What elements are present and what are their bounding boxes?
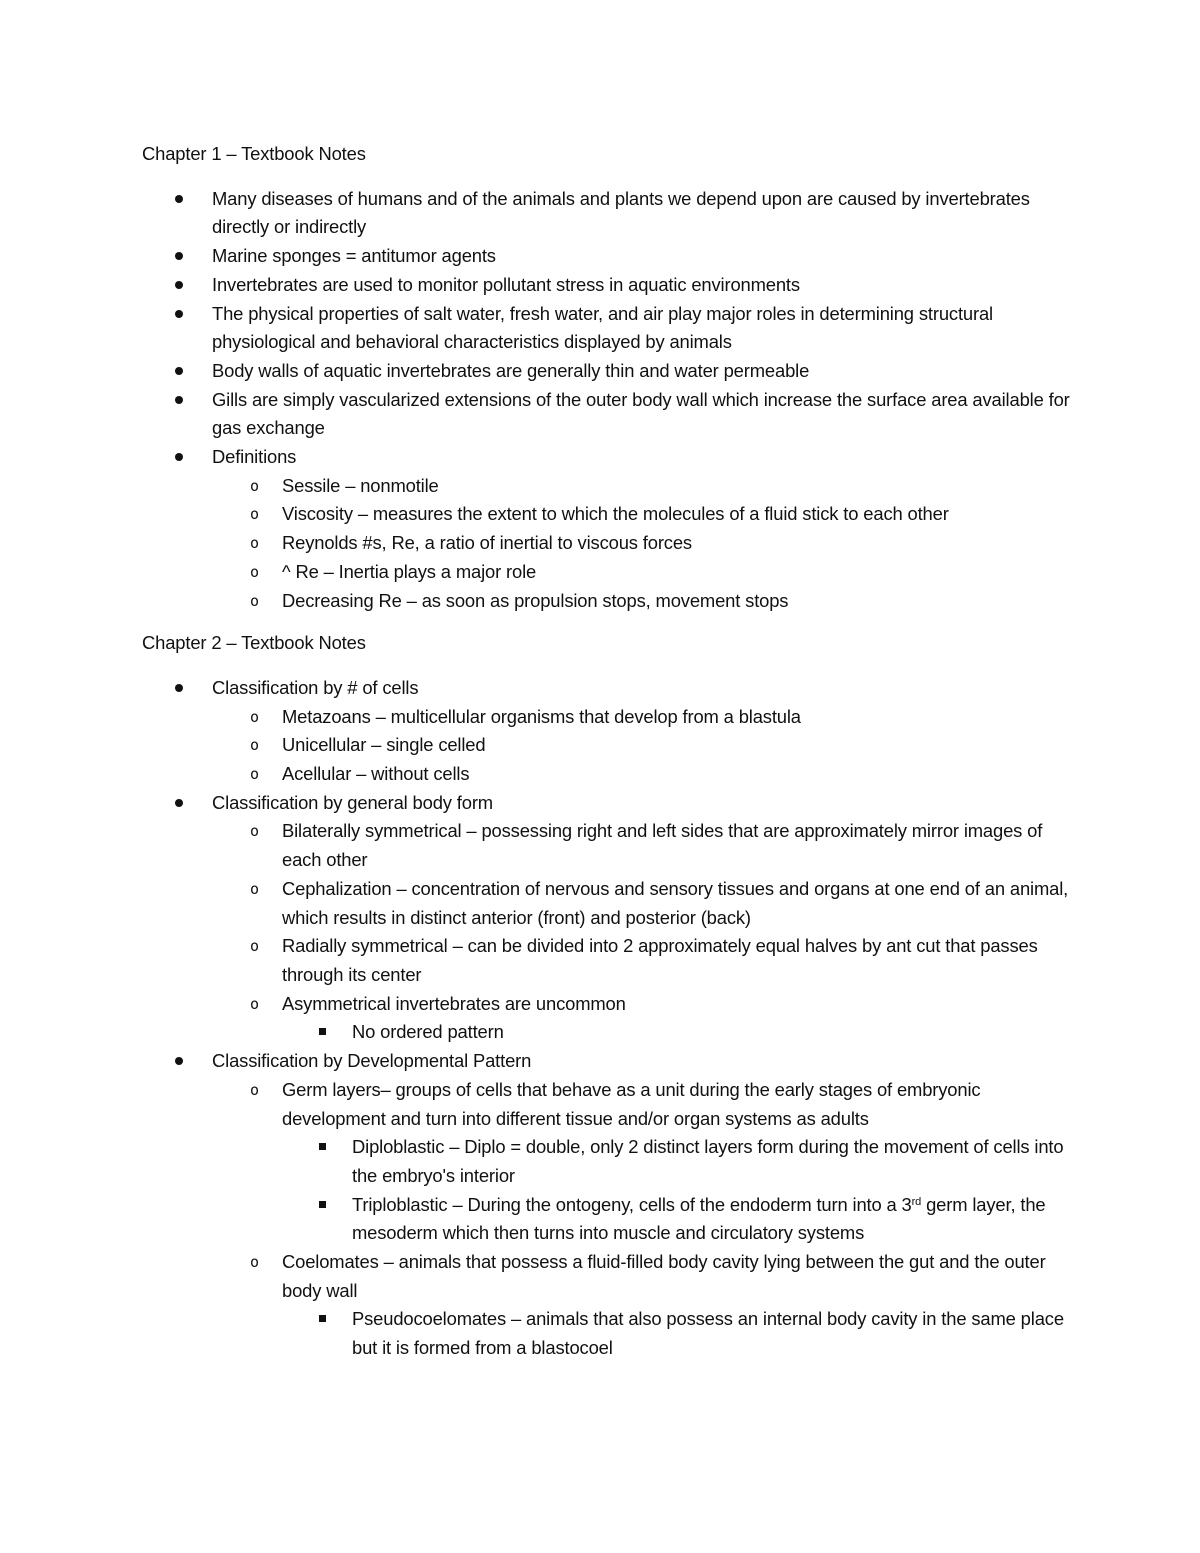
list-item-asymmetrical [212, 990, 1072, 1047]
list-item: Gills are simply vascularized extensions of the outer body wall which increase the surface area available for gas exchange [142, 386, 1072, 443]
list-item-triploblastic [282, 1191, 1072, 1248]
germ-layers-label: Germ layers– groups of cells that behave as a unit during the early stages of embryonic development and turn into different tissue and/or organ systems as adults [282, 1078, 981, 1129]
section-gap [142, 615, 1072, 629]
definition-item: o Decreasing Re – as soon as propulsion stops, movement stops [212, 587, 1072, 616]
triploblastic-text-cont: germ layer, the mesoderm which then turns into muscle and circulatory systems [352, 1193, 1046, 1244]
list-item: o Bilaterally symmetrical – possessing right and left sides that are approximately mirror images of each other [212, 817, 1072, 874]
definition-item: o Viscosity – measures the extent to which the molecules of a fluid stick to each other [212, 500, 1072, 529]
chapter-2-heading: Chapter 2 – Textbook Notes [142, 632, 366, 654]
list-item: o Cephalization – concentration of nervous and sensory tissues and organs at one end of an animal, which results in distinct anterior (front) and posterior (back) [212, 875, 1072, 932]
document-content [142, 140, 1072, 1363]
coelomates-label: Coelomates – animals that possess a fluid-filled body cavity lying between the gut and the outer body wall [282, 1251, 1046, 1301]
body-form-label: Classification by general body form [212, 791, 493, 813]
list-item: Marine sponges = antitumor agents [142, 242, 1072, 271]
list-item-cells [142, 674, 1072, 789]
list-item-developmental [142, 1047, 1072, 1363]
chapter-1-heading: Chapter 1 – Textbook Notes [142, 143, 366, 164]
triploblastic-text: Triploblastic – During the ontogeny, cells of the endoderm turn into a 3 [352, 1193, 912, 1215]
definition-item: o Reynolds #s, Re, a ratio of inertial to viscous forces [212, 529, 1072, 558]
list-item: No ordered pattern [282, 1018, 1072, 1047]
list-item: Pseudocoelomates – animals that also possess an internal body cavity in the same place but it is formed from a blastocoel [282, 1305, 1072, 1362]
chapter-2-list [142, 674, 1072, 1363]
cells-list [212, 703, 1072, 789]
list-item: Invertebrates are used to monitor pollutant stress in aquatic environments [142, 271, 1072, 300]
cells-label: Classification by # of cells [212, 676, 419, 698]
list-item-coelomates [212, 1248, 1072, 1363]
list-item-germ-layers [212, 1076, 1072, 1248]
list-item: o Metazoans – multicellular organisms that develop from a blastula [212, 703, 1072, 732]
developmental-list [212, 1076, 1072, 1363]
developmental-label: Classification by Developmental Pattern [212, 1050, 532, 1072]
definitions-list [212, 472, 1072, 616]
list-item: o Acellular – without cells [212, 760, 1072, 789]
list-item: The physical properties of salt water, fresh water, and air play major roles in determining structural physiological and behavioral characteristics displayed by animals [142, 300, 1072, 357]
asymmetrical-list [282, 1018, 1072, 1047]
list-item-body-form [142, 789, 1072, 1047]
coelomates-list [282, 1305, 1072, 1362]
list-item: Body walls of aquatic invertebrates are generally thin and water permeable [142, 357, 1072, 386]
list-item-definitions [142, 443, 1072, 615]
ordinal-suffix: rd [911, 1195, 922, 1208]
list-item: Diploblastic – Diplo = double, only 2 distinct layers form during the movement of cells into the embryo's interior [282, 1133, 1072, 1190]
list-item: Many diseases of humans and of the animals and plants we depend upon are caused by invertebrates directly or indirectly [142, 185, 1072, 242]
definitions-label: Definitions [212, 446, 297, 468]
definition-item: o Sessile – nonmotile [212, 472, 1072, 501]
definition-item: o ^ Re – Inertia plays a major role [212, 558, 1072, 587]
list-item: o Unicellular – single celled [212, 731, 1072, 760]
list-item: o Radially symmetrical – can be divided into 2 approximately equal halves by ant cut that passes through its center [212, 932, 1072, 989]
chapter-1-list [142, 185, 1072, 616]
asymmetrical-label: Asymmetrical invertebrates are uncommon [282, 992, 626, 1014]
body-form-list [212, 817, 1072, 1047]
germ-layers-list [282, 1133, 1072, 1248]
